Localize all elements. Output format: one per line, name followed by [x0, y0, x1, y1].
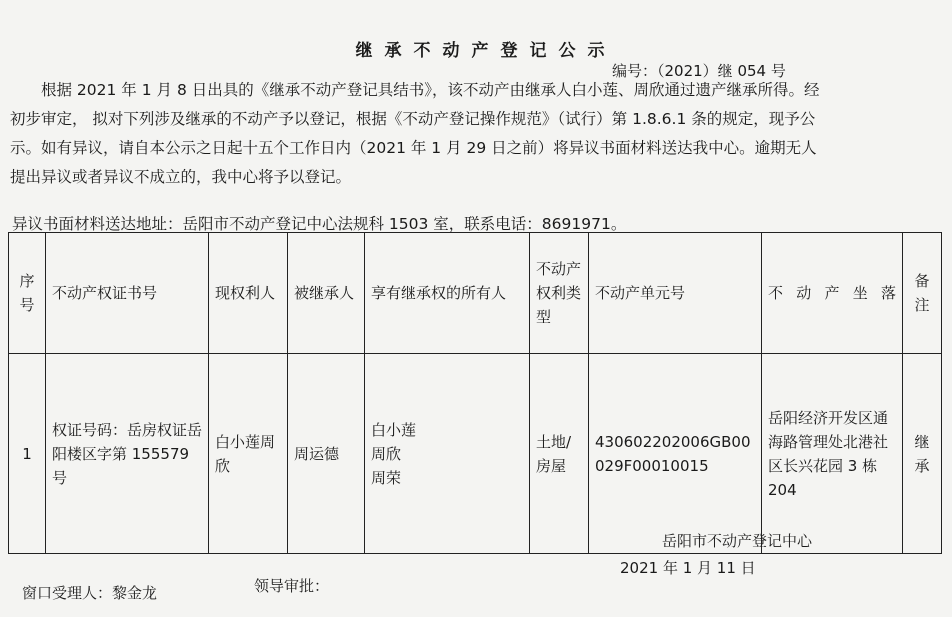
notice-body [10, 76, 910, 192]
document-number: 编号：（2021）继 054 号 [612, 62, 786, 80]
header-note: 备注 [903, 233, 942, 354]
header-holder: 现权利人 [209, 233, 288, 354]
cell-holder: 白小莲周欣 [209, 354, 288, 554]
header-location: 不动产坐落 [762, 233, 903, 354]
window-handler: 窗口受理人：黎金龙 [22, 584, 158, 602]
body-line-2: 初步审定， 拟对下列涉及继承的不动产予以登记，根据《不动产登记操作规范》（试行）第 1.8.6.1 条的规定，现予公 [10, 110, 816, 128]
cell-cert: 权证号码：岳房权证岳阳楼区字第 155579 号 [46, 354, 209, 554]
cell-type: 土地/房屋 [530, 354, 589, 554]
issuing-organization: 岳阳市不动产登记中心 [662, 532, 813, 550]
body-line-1: 根据 2021 年 1 月 8 日出具的《继承不动产登记具结书》，该不动产由继承人白小莲、周欣通过遗产继承所得。经 [41, 81, 820, 99]
header-unit: 不动产单元号 [589, 233, 762, 354]
header-type: 不动产权利类型 [530, 233, 589, 354]
cell-decedent: 周运德 [288, 354, 365, 554]
header-cert: 不动产权证书号 [46, 233, 209, 354]
property-table [8, 232, 942, 554]
header-seq: 序号 [9, 233, 46, 354]
cell-unit: 430602202006GB00029F00010015 [589, 354, 762, 554]
heir-name: 周欣 [371, 444, 402, 463]
heir-name: 周荣 [371, 468, 402, 487]
objection-address: 异议书面材料送达地址：岳阳市不动产登记中心法规科 1503 室，联系电话：8691971。 [12, 215, 627, 233]
leader-approval: 领导审批： [254, 577, 330, 595]
body-line-3: 示。如有异议，请自本公示之日起十五个工作日内（2021 年 1 月 29 日之前）将异议书面材料送达我中心。逾期无人 [10, 139, 817, 157]
issue-date: 2021 年 1 月 11 日 [620, 559, 756, 577]
body-line-4: 提出异议或者异议不成立的，我中心将予以登记。 [10, 168, 352, 186]
notice-title: 继承不动产登记公示 [355, 41, 617, 61]
header-decedent: 被继承人 [288, 233, 365, 354]
table-row [9, 354, 942, 554]
cell-note: 继承 [903, 354, 942, 554]
heir-name: 白小莲 [371, 420, 417, 439]
cell-location: 岳阳经济开发区通海路管理处北港社区长兴花园 3 栋 204 [762, 354, 903, 554]
header-heirs: 享有继承权的所有人 [365, 233, 530, 354]
table-header-row [9, 233, 942, 354]
cell-heirs [365, 354, 530, 554]
cell-seq: 1 [9, 354, 46, 554]
